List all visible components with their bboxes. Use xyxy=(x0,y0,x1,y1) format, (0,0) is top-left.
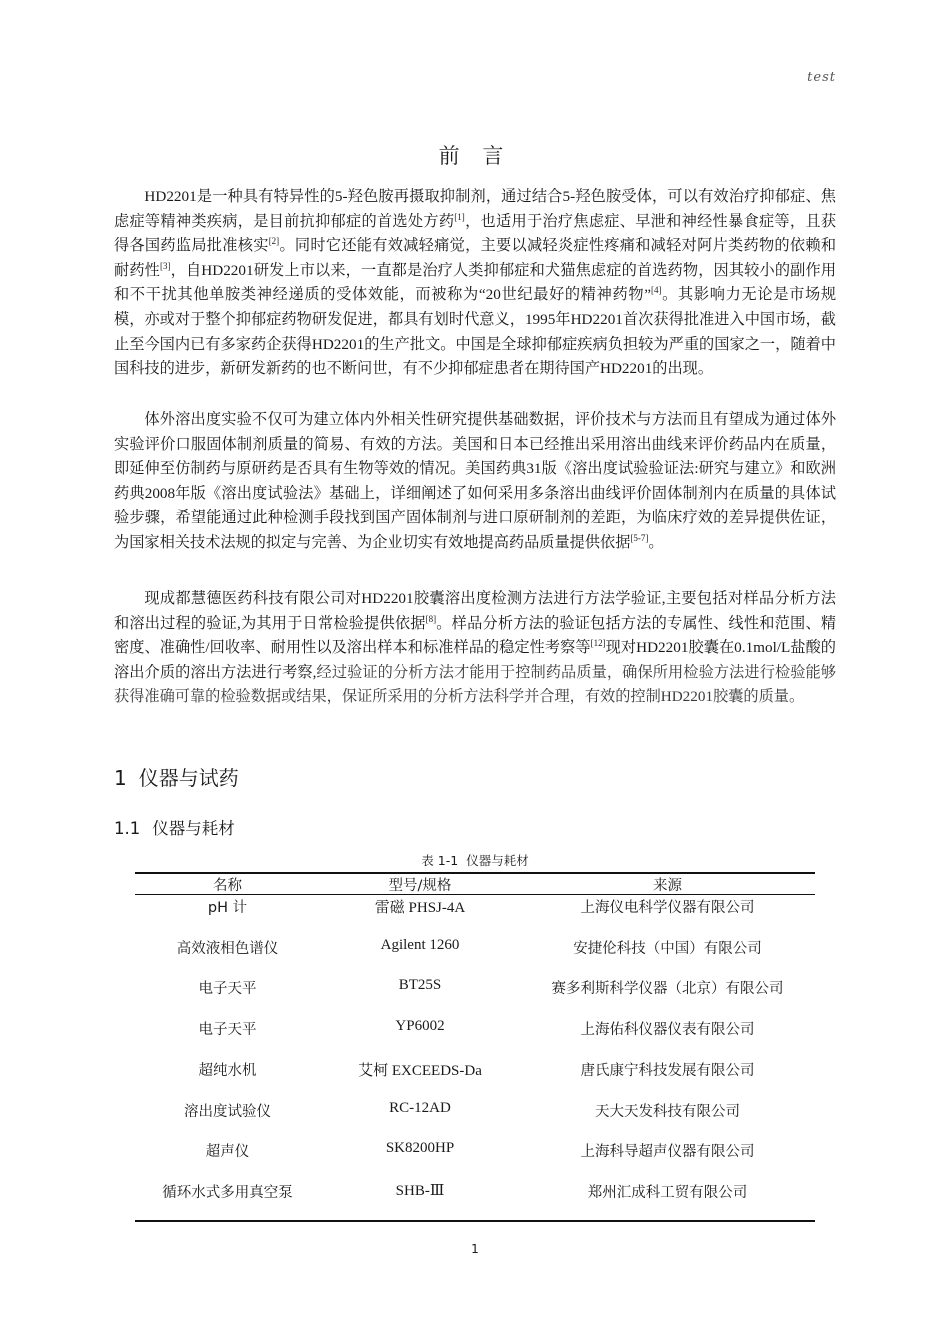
table-cell-source: 唐氏康宁科技发展有限公司 xyxy=(580,1063,755,1079)
table-header-row xyxy=(135,874,815,894)
citation-ref: [2] xyxy=(268,236,280,247)
table-cell-name: 电子天平 xyxy=(198,981,257,997)
table-cell-model: SK8200HP xyxy=(385,1140,455,1156)
table-cell-name: 溶出度试验仪 xyxy=(184,1104,271,1120)
table-cell-name: 超声仪 xyxy=(205,1144,250,1160)
table-cell-source: 安捷伦科技（中国）有限公司 xyxy=(573,941,762,957)
table-cell-source: 郑州汇成科工贸有限公司 xyxy=(587,1185,748,1201)
text-run: 经过验证的分析方法才能用于控制药品质量，确保所用检验方法进行检验能够获得准确可靠的检验数据或结果，保证所采用的分析方法科学并合理，有效的控制HD2201胶囊的质量。 xyxy=(114,663,837,706)
text-run: 现对HD2201胶囊在0.1mol/L盐酸的溶出介质的溶出方法进行考察, xyxy=(114,639,836,681)
section-heading-1 xyxy=(114,762,239,791)
table-cell-model: BT25S xyxy=(398,977,442,993)
text-run: 现成都慧德医药科技有限公司对HD2201胶囊溶出度检测方法进行方法学验证,主要包括对样品分析方法和溶出过程的验证,为其用于日常检验提供依据 xyxy=(114,590,836,632)
table-cell-model: YP6002 xyxy=(395,1018,445,1034)
table-header-name: 名称 xyxy=(213,878,242,894)
section-title: 仪器与试药 xyxy=(138,766,239,790)
paragraph-validation xyxy=(114,587,836,710)
paragraph-text xyxy=(114,185,836,382)
header-tag: test xyxy=(807,70,836,85)
text-run: ，自HD2201研发上市以来，一直都是治疗人类抑郁症和犬猫焦虑症的首选药物，因其较小的副作用和不干扰其他单胺类神经递质的受体效能，而被称为“20世纪最好的精神药物” xyxy=(114,261,837,304)
table-cell-name: 高效液相色谱仪 xyxy=(176,941,279,957)
section-heading-1-1 xyxy=(114,815,235,839)
table-header-source: 来源 xyxy=(653,878,682,894)
page-title: 前 言 xyxy=(438,144,512,168)
table-cell-model: 艾柯 EXCEEDS-Da xyxy=(358,1063,482,1079)
paragraph-text xyxy=(114,408,836,556)
table-cell-name: 循环水式多用真空泵 xyxy=(162,1185,293,1201)
table-header-rule xyxy=(135,894,815,895)
text-run: 。其影响力无论是市场规模，亦或对于整个抑郁症药物研发促进，都具有划时代意义，1995年HD2201首次获得批准进入中国市场，截止至今国内已有多家药企获得HD2201的生产批文。中国是全球抑郁症疾病负担较为严重的国家之一，随着中国科技的进步，新研发新药的也不断问世，有不少抑郁症患者在期待国产HD2201的出现。 xyxy=(114,286,837,378)
citation-ref: [4] xyxy=(651,285,662,296)
table-cell-model: RC-12AD xyxy=(389,1100,451,1116)
citation-ref: [5-7] xyxy=(630,532,649,543)
table-cell-name: 电子天平 xyxy=(198,1022,257,1038)
table-bottom-rule xyxy=(135,1220,815,1222)
table-row xyxy=(135,1059,815,1083)
table-row xyxy=(135,1018,815,1042)
subsection-number: 1.1 xyxy=(114,819,141,838)
table-cell-name: 超纯水机 xyxy=(198,1063,257,1079)
paragraph-text xyxy=(114,587,836,710)
table-row xyxy=(135,896,815,920)
table-cell-source: 赛多利斯科学仪器（北京）有限公司 xyxy=(551,981,784,997)
table-cell-model: 雷磁 PHSJ-4A xyxy=(374,900,466,916)
table-caption-title: 仪器与耗材 xyxy=(466,853,529,868)
table-row xyxy=(135,1100,815,1124)
table-row xyxy=(135,1140,815,1164)
text-run: 体外溶出度实验不仅可为建立体内外相关性研究提供基础数据，评价技术与方法而且有望成为通过体外实验评价口服固体制剂质量的简易、有效的方法。美国和日本已经推出采用溶出曲线来评价药品内在质量，即延伸至仿制药与原研药是否具有生物等效的情况。美国药典31版《溶出度试验验证法:研究与建立》和欧洲药典2008年版《溶出度试验法》基础上，详细阐述了如何采用多条溶出曲线评价固体制剂内在质量的具体试验步骤，希望能通过此种检测手段找到国产固体制剂与进口原研制剂的差距，为临床疗效的差异提供佐证，为国家相关技术法规的拟定与完善、为企业切实有效地提高药品质量提供依据 xyxy=(114,411,836,551)
table-cell-name: pH 计 xyxy=(207,900,248,916)
text-run: 。同时它还能有效减轻痛觉，主要以减轻炎症性疼痛和减轻对阿片类药物的依赖和耐药性 xyxy=(114,237,837,279)
paragraph-intro xyxy=(114,185,836,382)
subsection-title: 仪器与耗材 xyxy=(152,819,235,838)
text-run: ，也适用于治疗焦虑症、早泄和神经性暴食症等，且获得各国药监局批准核实 xyxy=(114,212,837,255)
table-caption-number: 表 1-1 xyxy=(421,853,459,868)
citation-ref: [8] xyxy=(425,613,437,624)
table-cell-source: 上海佑科仪器仪表有限公司 xyxy=(580,1022,755,1038)
text-run: 。 xyxy=(648,533,664,551)
table-cell-model: SHB-Ⅲ xyxy=(395,1183,445,1199)
text-run: 。样品分析方法的验证包括方法的专属性、线性和范围、精密度、准确性/回收率、耐用性以及溶出样本和标准样品的稳定性考察等 xyxy=(114,614,837,657)
table-row xyxy=(135,1181,815,1205)
table-row xyxy=(135,977,815,1001)
table-header-model: 型号/规格 xyxy=(388,878,452,894)
paragraph-dissolution xyxy=(114,408,836,556)
section-number: 1 xyxy=(114,766,127,790)
page-number: 1 xyxy=(471,1242,479,1256)
table-row xyxy=(135,937,815,961)
table-cell-source: 上海仪电科学仪器有限公司 xyxy=(580,900,755,916)
table-caption xyxy=(0,851,950,869)
citation-ref: [3] xyxy=(159,260,171,271)
table-cell-source: 天大天发科技有限公司 xyxy=(595,1104,740,1120)
table-cell-model: Agilent 1260 xyxy=(380,937,460,953)
table-cell-source: 上海科导超声仪器有限公司 xyxy=(580,1144,755,1160)
citation-ref: [12] xyxy=(590,638,606,649)
citation-ref: [1] xyxy=(454,211,465,222)
text-run: HD2201是一种具有特异性的5-羟色胺再摄取抑制剂，通过结合5-羟色胺受体，可以有效治疗抑郁症、焦虑症等精神类疾病，是目前抗抑郁症的首选处方药 xyxy=(114,188,836,230)
